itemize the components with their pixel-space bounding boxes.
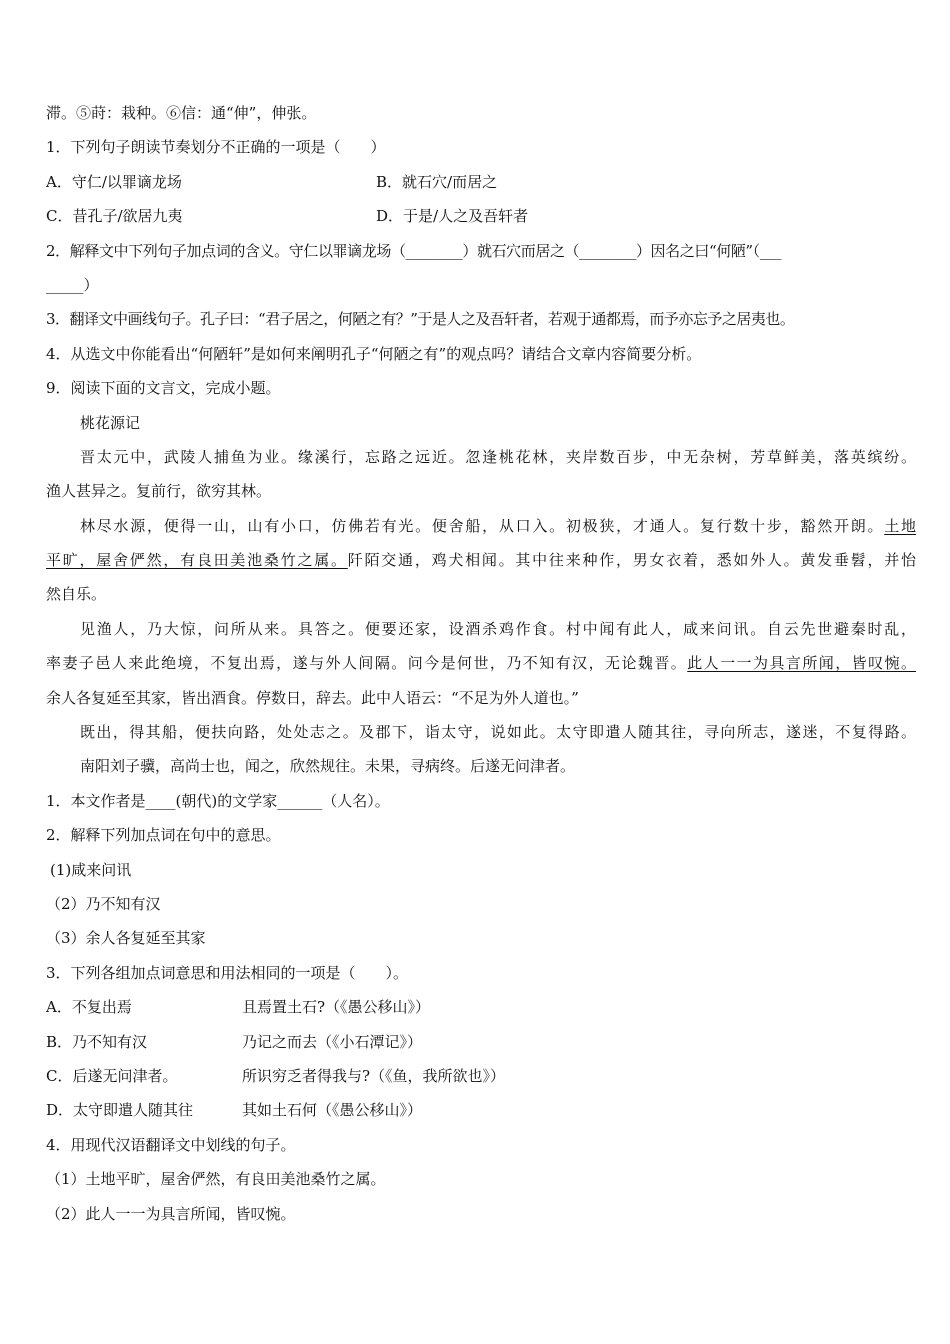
option-right: 乃记之而去（《小石潭记》）	[242, 1032, 423, 1051]
underlined-sentence: 平旷，屋舍俨然，有良田美池桑竹之属。	[46, 551, 348, 570]
option-left: C．后遂无问津者。	[46, 1066, 178, 1085]
option-c: C．昔孔子/欲居九夷	[46, 207, 183, 226]
question-2: 2．解释下列加点词在句中的意思。	[46, 826, 281, 845]
option-b: B．就石穴/而居之	[376, 172, 498, 191]
options-row	[46, 201, 916, 235]
document-page	[46, 98, 916, 1233]
question-1: 1．下列句子朗读节奏划分不正确的一项是（ ）	[46, 138, 386, 157]
passage-line: 然自乐。	[46, 585, 107, 604]
option-left: D．太守即遣人随其往	[46, 1101, 194, 1120]
option-a: A．守仁/以罪谪龙场	[46, 172, 182, 191]
option-row	[46, 1095, 916, 1129]
option-left: A．不复出焉	[46, 998, 132, 1017]
question-4: 4．从选文中你能看出“何陋轩”是如何来阐明孔子“何陋之有”的观点吗？请结合文章内容简要分析。	[46, 344, 702, 363]
passage-line: 余人各复延至其家，皆出酒食。停数日，辞去。此中人语云：“不足为外人道也。”	[46, 688, 579, 707]
sub-item: （2）此人一一为具言所闻，皆叹惋。	[46, 1204, 296, 1223]
options-row	[46, 167, 916, 201]
option-right: 所识穷乏者得我与?（《鱼，我所欲也》）	[242, 1066, 506, 1085]
question-1: 1．本文作者是____(朝代)的文学家______（人名）。	[46, 791, 390, 810]
question-3: 3．翻译文中画线句子。孔子曰：“君子居之，何陋之有？”于是人之及吾轩者，若观于通都焉，而予亦忘予之居夷也。	[46, 310, 795, 329]
section-heading: 9．阅读下面的文言文，完成小题。	[46, 379, 281, 398]
option-row	[46, 1061, 916, 1095]
passage-line: 见渔人，乃大惊，问所从来。具答之。便要还家，设酒杀鸡作食。村中闻有此人，咸来问讯。自云先世避秦时乱，	[80, 619, 916, 638]
underlined-sentence: 此人一一为具言所闻，皆叹惋。	[687, 654, 916, 673]
passage-line	[46, 545, 916, 579]
option-row	[46, 992, 916, 1026]
option-row	[46, 1027, 916, 1061]
option-right: 且焉置土石?（《愚公移山》）	[242, 998, 431, 1017]
question-2: 2．解释文中下列句子加点词的含义。守仁以罪谪龙场（________）就石穴而居之（________）因名之曰“何陋”（___	[46, 241, 782, 260]
passage-line: 既出，得其船，便扶向路，处处志之。及郡下，诣太守，说如此。太守即遣人随其往，寻向所志，遂迷，不复得路。	[80, 723, 916, 742]
sub-item: （1）土地平旷，屋舍俨然，有良田美池桑竹之属。	[46, 1170, 386, 1189]
footnote-tail: 滞。⑤莳：栽种。⑥信：通“伸”，伸张。	[46, 104, 317, 122]
question-3: 3．下列各组加点词意思和用法相同的一项是（ ）。	[46, 963, 409, 982]
passage-line: 渔人甚异之。复前行，欲穷其林。	[46, 482, 272, 501]
sub-item: （3）余人各复延至其家	[46, 929, 206, 948]
question-4: 4．用现代汉语翻译文中划线的句子。	[46, 1135, 296, 1154]
option-left: B．乃不知有汉	[46, 1032, 148, 1051]
option-d: D．于是/人之及吾轩者	[376, 207, 529, 226]
passage-title: 桃花源记	[80, 413, 141, 432]
passage-line	[46, 511, 916, 545]
passage-line: 晋太元中，武陵人捕鱼为业。缘溪行，忘路之远近。忽逢桃花林，夹岸数百步，中无杂树，芳草鲜美，落英缤纷。	[80, 447, 916, 466]
sub-item: (1)咸来问讯	[50, 860, 132, 879]
sub-item: （2）乃不知有汉	[46, 894, 161, 913]
question-2-cont: _____）	[46, 275, 99, 294]
passage-text: 率妻子邑人来此绝境，不复出焉，遂与外人间隔。问今是何世，乃不知有汉，无论魏晋。	[46, 654, 688, 673]
underlined-sentence: 土地	[884, 516, 916, 535]
passage-line	[46, 648, 916, 682]
option-right: 其如土石何（《愚公移山》）	[242, 1101, 423, 1120]
passage-text: 阡陌交通，鸡犬相闻。其中往来种作，男女衣着，悉如外人。黄发垂髫，并怡	[347, 551, 916, 570]
passage-text: 林尽水源，便得一山，山有小口，仿佛若有光。便舍船，从口入。初极狭，才通人。复行数十步，豁然开朗。	[80, 516, 885, 535]
passage-line: 南阳刘子骥，高尚士也，闻之，欣然规往。未果，寻病终。后遂无问津者。	[80, 757, 576, 776]
